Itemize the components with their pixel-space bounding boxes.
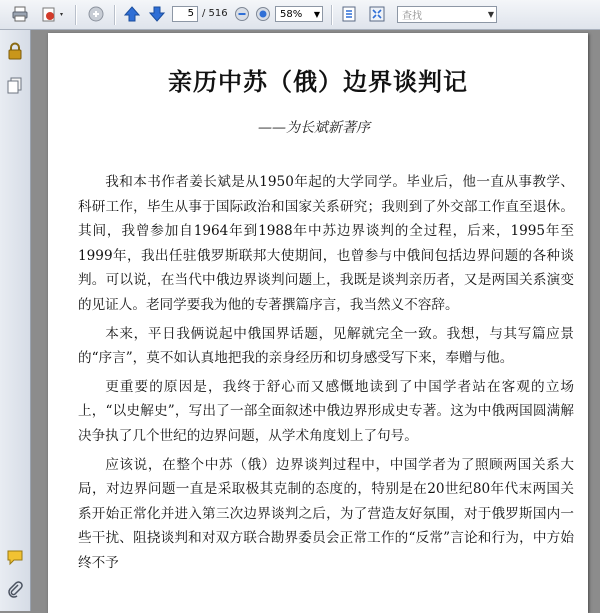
next-page-button[interactable] bbox=[145, 4, 169, 28]
previous-page-button[interactable] bbox=[120, 4, 144, 28]
fullscreen-icon bbox=[368, 5, 386, 27]
navigation-panel bbox=[0, 30, 31, 611]
prev-icon bbox=[234, 6, 250, 26]
chevron-down-icon: ▼ bbox=[487, 10, 494, 19]
paragraph: 应该说，在整个中苏（俄）边界谈判过程中，中国学者为了照顾两国关系大局，对边界问题一直是采取极其克制的态度的，特别是在20世纪80年代末两国关系开始正常化并进入第三次边界谈判之后，为了营造友好氛围，对于俄罗斯国内一些干扰、阻挠谈判和对双方联合勘界委员会正常工作的“反常”言论和行为，中方始终不予 bbox=[78, 456, 574, 571]
toolbar bbox=[0, 0, 600, 30]
edit-icon bbox=[41, 5, 67, 27]
paragraph: 我和本书作者姜长斌是从1950年起的大学同学。毕业后，他一直从事教学、科研工作，毕生从事于国际政治和国家关系研究；我则到了外交部工作直至退休。其间，我曾参加自1964年到1988年中苏边界谈判的全过程，后来，1995年至1999年，我出任驻俄罗斯联邦大使期间，也曾参与中俄间包括边界问题的各种谈判。可以说，在当代中俄边界谈判问题上，我既是谈判亲历者，又是两国关系演变的见证人。老同学要我为他的专著撰篇序言，我当然义不容辞。 bbox=[78, 174, 574, 313]
document-title: 亲历中苏（俄）边界谈判记 bbox=[168, 68, 468, 96]
fullscreen-button[interactable] bbox=[364, 4, 390, 28]
search-placeholder: 查找 bbox=[402, 11, 422, 22]
save-icon bbox=[87, 5, 105, 27]
zoom-select[interactable] bbox=[275, 6, 323, 22]
document-body bbox=[78, 170, 574, 580]
printer-icon bbox=[11, 5, 29, 27]
edit-menu-button[interactable] bbox=[36, 4, 72, 28]
save-button[interactable] bbox=[82, 4, 110, 28]
fit-page-icon bbox=[340, 5, 358, 27]
zoom-value: 58% bbox=[280, 8, 303, 20]
zoom-out-button[interactable] bbox=[232, 4, 252, 28]
page-number-input[interactable]: 5 bbox=[172, 6, 198, 22]
down-arrow-icon bbox=[148, 5, 166, 27]
next-icon bbox=[255, 6, 271, 26]
search-input[interactable] bbox=[397, 6, 497, 23]
comment-icon[interactable] bbox=[6, 548, 24, 566]
print-button[interactable] bbox=[6, 4, 34, 28]
fit-page-button[interactable] bbox=[336, 4, 362, 28]
up-arrow-icon bbox=[123, 5, 141, 27]
attachment-icon[interactable] bbox=[6, 580, 24, 598]
document-subtitle: ——为长斌新著序 bbox=[258, 120, 370, 136]
lock-icon[interactable] bbox=[6, 42, 24, 60]
page-total-label: / 516 bbox=[202, 8, 228, 19]
paragraph: 更重要的原因是，我终于舒心而又感慨地读到了中国学者站在客观的立场上，“以史解史”，写出了一部全面叙述中俄边界形成史专著。这为中俄两国圆满解决争执了几个世纪的边界问题，从学术角度划上了句号。 bbox=[78, 378, 574, 444]
zoom-in-button[interactable] bbox=[253, 4, 273, 28]
document-page bbox=[48, 33, 588, 613]
pages-icon[interactable] bbox=[6, 76, 24, 94]
paragraph: 本来，平日我俩说起中俄国界话题，见解就完全一致。我想，与其写篇应景的“序言”，莫不如认真地把我的亲身经历和切身感受写下来，奉赠与他。 bbox=[78, 325, 574, 367]
chevron-down-icon: ▼ bbox=[313, 9, 320, 19]
